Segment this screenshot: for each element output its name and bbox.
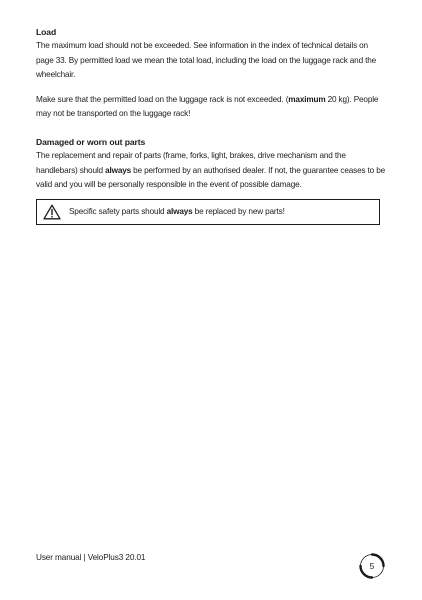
footer-manual-label: User manual | VeloPlus3 20.01 xyxy=(36,553,146,562)
page-number-badge xyxy=(358,552,386,580)
section-damaged-parts xyxy=(36,136,386,193)
warning-triangle-icon xyxy=(43,204,61,220)
load-paragraph-2-start: Make sure that the permitted load on the luggage rack is not exceeded. ( xyxy=(36,94,289,104)
damage-paragraph-start: The replacement and repair of parts (frame, forks, light, brakes, drive mechanism and the handlebars) should xyxy=(36,150,346,175)
load-paragraph-2 xyxy=(36,93,386,122)
warning-text-end: be replaced by new parts! xyxy=(192,207,285,217)
damage-paragraph-bold: always xyxy=(105,165,132,175)
page-number: 5 xyxy=(369,561,375,571)
damage-paragraph xyxy=(36,149,386,193)
damage-heading: Damaged or worn out parts xyxy=(36,136,146,147)
warning-text-start: Specific safety parts should xyxy=(69,207,167,217)
warning-box xyxy=(36,199,380,225)
damage-paragraph-end: be performed by an authorised dealer. If not, the guarantee ceases to be valid and you will be personally responsible in the event of possible damage. xyxy=(36,165,386,190)
load-heading: Load xyxy=(36,27,57,37)
load-paragraph-2-bold: maximum xyxy=(288,94,326,104)
load-paragraph-1: The maximum load should not be exceeded. See information in the index of technical details on page 33. By permitted load we mean the total load, including the load on the luggage rack and the wheelchair. xyxy=(36,41,377,80)
section-load xyxy=(36,26,386,122)
page-content xyxy=(36,26,386,225)
warning-text-bold: always xyxy=(166,207,193,217)
load-paragraph-2-end: 20 kg). People may not be transported on the luggage rack! xyxy=(36,94,379,119)
warning-text xyxy=(69,207,285,216)
